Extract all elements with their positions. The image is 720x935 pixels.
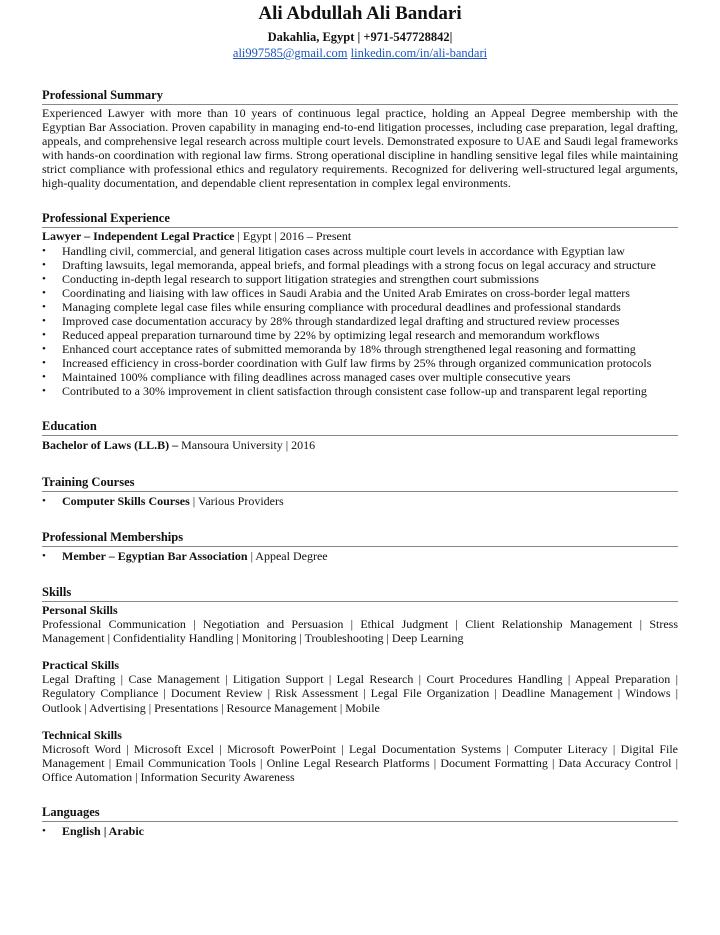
languages-list: [42, 824, 678, 838]
languages-title: Languages: [42, 805, 678, 822]
linkedin-link[interactable]: linkedin.com/in/ali-bandari: [350, 46, 488, 60]
list-item: [62, 549, 678, 563]
education-title: Education: [42, 419, 678, 436]
list-item: [62, 824, 678, 838]
list-item: • Increased efficiency in cross-border coordination with Gulf law firms by 25% through organized communication protocols: [62, 356, 678, 370]
list-item: • Drafting lawsuits, legal memoranda, appeal briefs, and formal pleadings with a strong focus on legal accuracy and structure: [62, 258, 678, 272]
list-item: • Managing complete legal case files while ensuring compliance with procedural deadlines and professional standards: [62, 300, 678, 314]
contact-links: [42, 45, 678, 61]
contact-line: Dakahlia, Egypt | +971-547728842|: [267, 30, 453, 44]
summary-text: Experienced Lawyer with more than 10 years of continuous legal practice, holding an Appeal Degree membership with the Egyptian Bar Association. Proven capability in managing end-to-end litigation processes, including case preparation, legal drafting, appeals, and comprehensive legal research across multiple court levels. Demonstrated exposure to UAE and Saudi legal frameworks with hands-on coordination with regional law firms. Strong operational discipline in handling sensitive legal files while maintaining strict compliance with professional ethics and regulatory requirements. Recognized for delivering well-structured legal arguments, high-quality documentation, and dependable client representation in complex legal environments.: [42, 106, 678, 191]
list-item: • Enhanced court acceptance rates of submitted memoranda by 18% through strengthened legal reasoning and formatting: [62, 342, 678, 356]
training-provider: | Various Providers: [189, 494, 284, 509]
experience-role: [42, 229, 678, 244]
degree: Bachelor of Laws (LL.B) –: [42, 438, 179, 453]
resume-header: [42, 2, 678, 61]
list-item: • Contributed to a 30% improvement in client satisfaction through consistent case follow-up and transparent legal reporting: [62, 384, 678, 398]
training-title: Training Courses: [42, 475, 678, 492]
degree-detail: Mansoura University | 2016: [178, 438, 316, 453]
list-item: • Maintained 100% compliance with filing deadlines across managed cases over multiple consecutive years: [62, 370, 678, 384]
role-title: Lawyer – Independent Legal Practice: [42, 228, 235, 243]
skills-title: Skills: [42, 585, 678, 602]
personal-skills-title: Personal Skills: [42, 603, 118, 618]
list-item: • Improved case documentation accuracy by 28% through standardized legal drafting and structured review processes: [62, 314, 678, 328]
list-item: • Coordinating and liaising with law offices in Saudi Arabia and the United Arab Emirates on cross-border legal matters: [62, 286, 678, 300]
email-link[interactable]: ali997585@gmail.com: [232, 46, 348, 60]
technical-skills-title: Technical Skills: [42, 727, 122, 742]
membership-name: Member – Egyptian Bar Association: [62, 549, 248, 564]
list-item: • Reduced appeal preparation turnaround time by 22% by optimizing legal research and memorandum workflows: [62, 328, 678, 342]
technical-skills-text: Microsoft Word | Microsoft Excel | Microsoft PowerPoint | Legal Documentation Systems | Computer Literacy | Digital File Management | Email Communication Tools | Online Legal Research Platforms | Document Formatting | Data Accuracy Control | Office Automation | Information Security Awareness: [42, 741, 678, 784]
training-section: [42, 475, 678, 508]
memberships-list: [42, 549, 678, 563]
memberships-title: Professional Memberships: [42, 530, 678, 547]
personal-skills-text: Professional Communication | Negotiation and Persuasion | Ethical Judgment | Client Relationship Management | Stress Management | Confidentiality Handling | Monitoring | Troubleshooting | Deep Learning: [42, 617, 678, 646]
role-meta: | Egypt | 2016 – Present: [234, 228, 352, 243]
list-item: • Handling civil, commercial, and general litigation cases across multiple court levels in accordance with Egyptian law: [62, 244, 678, 258]
experience-title: Professional Experience: [42, 211, 678, 228]
skills-section: [42, 585, 678, 784]
resume-page: [0, 2, 720, 935]
list-item: • Conducting in-depth legal research to support litigation strategies and strengthen court submissions: [62, 272, 678, 286]
list-item: [62, 494, 678, 508]
practical-skills-text: Legal Drafting | Case Management | Litigation Support | Legal Research | Court Procedures Handling | Appeal Preparation | Regulatory Compliance | Document Review | Risk Assessment | Legal File Organization | Deadline Management | Windows | Outlook | Advertising | Presentations | Resource Management | Mobile: [42, 672, 678, 715]
summary-title: Professional Summary: [42, 88, 678, 105]
languages-section: [42, 805, 678, 838]
languages-item: English | Arabic: [62, 823, 144, 838]
training-list: [42, 494, 678, 508]
practical-skills-title: Practical Skills: [42, 658, 119, 673]
candidate-name: Ali Abdullah Ali Bandari: [258, 3, 462, 24]
training-course: Computer Skills Courses: [62, 494, 190, 509]
experience-section: [42, 211, 678, 399]
memberships-section: [42, 530, 678, 563]
education-entry: [42, 438, 678, 453]
experience-bullets: [42, 244, 678, 399]
education-section: [42, 419, 678, 453]
summary-section: [42, 88, 678, 191]
membership-degree: | Appeal Degree: [247, 549, 328, 564]
